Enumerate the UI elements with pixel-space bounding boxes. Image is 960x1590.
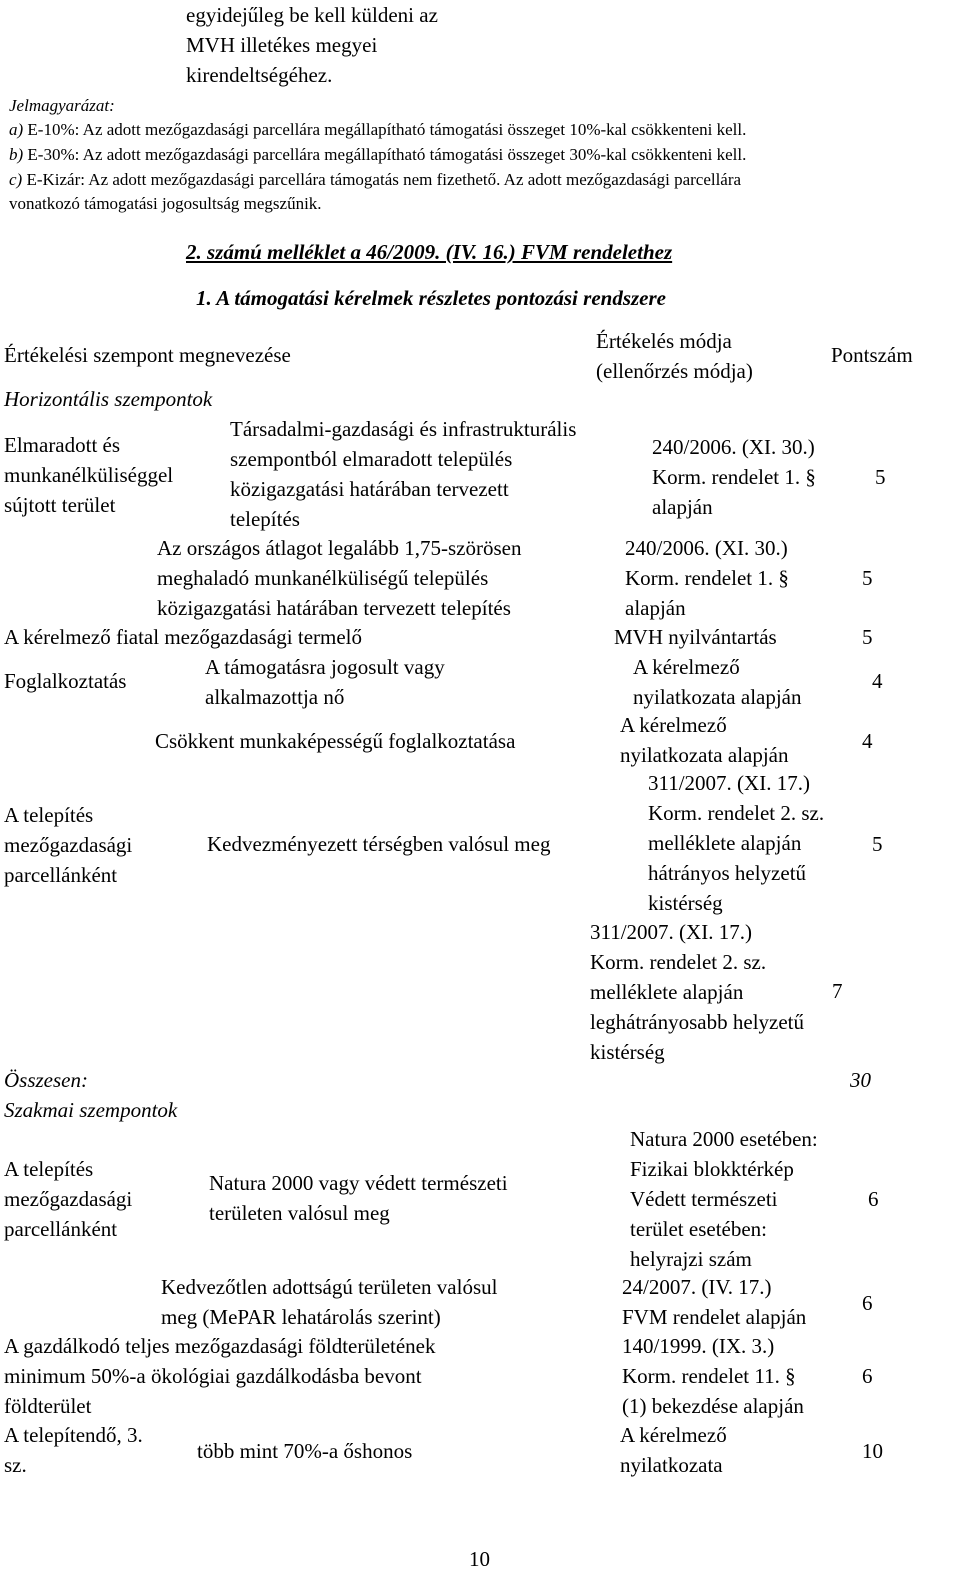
header-criterion: Értékelési szempont megnevezése [4,343,291,367]
text-line: Fizikai blokktérkép [630,1157,794,1181]
text-line: Natura 2000 esetében: [630,1127,818,1151]
r5-points: 4 [862,729,873,753]
text-line: mezőgazdasági [4,1187,133,1211]
legend-item-c [9,168,741,192]
legend-text: E-Kizár: Az adott mezőgazdasági parcellára támogatás nem fizethető. Az adott mezőgazdasági parcellára [22,170,742,189]
text-line: A telepítendő, 3. [4,1423,143,1447]
legend-item-a [9,118,746,142]
text-line: Korm. rendelet 1. § [625,566,789,590]
text-line: Kedvezőtlen adottságú területen valósul [161,1275,498,1299]
text-line: A kérelmező [633,655,740,679]
r4-group: Foglalkoztatás [4,669,127,693]
total-label: Összesen: [4,1068,88,1092]
legend-prefix: b) [9,145,24,164]
legend-text: E-30%: Az adott mezőgazdasági parcellára megállapítható támogatási összeget 30%-kal csökkenteni kell. [23,145,747,164]
r4-criterion [205,652,445,712]
text-line: munkanélküliséggel [4,463,174,487]
text-line: parcellánként [4,863,118,887]
text-line: Társadalmi-gazdasági és infrastrukturális [230,417,577,441]
text-line: telepítés [230,507,300,531]
page-number: 10 [469,1547,490,1571]
r3-criterion: A kérelmező fiatal mezőgazdasági termelő [4,625,362,649]
r8-method [630,1124,818,1274]
text-line: kistérség [648,891,723,915]
r1-group [4,430,173,520]
text-line: Az országos átlagot legalább 1,75-szörösen [157,536,522,560]
r4-method [633,652,802,712]
r11-criterion: több mint 70%-a őshonos [197,1439,413,1463]
text-line: leghátrányosabb helyzetű [590,1010,804,1034]
text-line: kistérség [590,1040,665,1064]
text-line: alapján [625,596,686,620]
legend-item-b [9,143,746,167]
r5-method [620,710,789,770]
r6-method [648,768,824,918]
text-line: meg (MePAR lehatárolás szerint) [161,1305,441,1329]
annex-title: 2. számú melléklet a 46/2009. (IV. 16.) FVM rendelethez [186,240,673,264]
r1-points: 5 [875,465,886,489]
text-line: minimum 50%-a ökológiai gazdálkodásba bevont [4,1364,422,1388]
r11-points: 10 [862,1439,883,1463]
r10-method [622,1331,804,1421]
r2-method [625,533,789,623]
text-line: (1) bekezdése alapján [622,1394,804,1418]
r6-points: 5 [872,832,883,856]
text-line: A gazdálkodó teljes mezőgazdasági földterületének [4,1334,436,1358]
text-line: nyilatkozata alapján [633,685,802,709]
text-line: hátrányos helyzetű [648,861,807,885]
r2-criterion [157,533,521,623]
text-line: sz. [4,1453,27,1477]
text-line: 24/2007. (IV. 17.) [622,1275,772,1299]
text-line: A telepítés [4,803,94,827]
text-line: MVH illetékes megyei [186,33,378,57]
text-line: FVM rendelet alapján [622,1305,807,1329]
text-line: sújtott terület [4,493,116,517]
text-line: 240/2006. (XI. 30.) [652,435,815,459]
r9-criterion [161,1272,497,1332]
r11-method [620,1420,727,1480]
r6-group [4,800,132,890]
text-line: melléklete alapján [648,831,802,855]
top-continuation [186,0,438,90]
legend-prefix: a) [9,120,24,139]
r3-method: MVH nyilvántartás [614,625,777,649]
text-line: helyrajzi szám [630,1247,752,1271]
text-line: közigazgatási határában tervezett [230,477,509,501]
legend-prefix: c) [9,170,23,189]
text-line: A kérelmező [620,713,727,737]
r4-points: 4 [872,669,883,693]
text-line: földterület [4,1394,92,1418]
r10-points: 6 [862,1364,873,1388]
text-line: Elmaradott és [4,433,121,457]
legend-item-c-cont: vonatkozó támogatási jogosultság megszűnik. [9,194,322,213]
r8-group [4,1154,132,1244]
r7-method [590,917,804,1067]
r11-group [4,1420,143,1480]
text-line: Értékelés módja [596,329,732,353]
r5-criterion: Csökkent munkaképességű foglalkoztatása [155,729,516,753]
text-line: 311/2007. (XI. 17.) [590,920,752,944]
total-points: 30 [850,1068,871,1092]
r3-points: 5 [862,625,873,649]
r8-points: 6 [868,1187,879,1211]
text-line: nyilatkozata alapján [620,743,789,767]
text-line: egyidejűleg be kell küldeni az [186,3,438,27]
text-line: A kérelmező [620,1423,727,1447]
text-line: alkalmazottja nő [205,685,345,709]
professional-label: Szakmai szempontok [4,1098,178,1122]
text-line: Korm. rendelet 11. § [622,1364,796,1388]
text-line: kirendeltségéhez. [186,63,333,87]
text-line: Korm. rendelet 2. sz. [648,801,825,825]
text-line: Natura 2000 vagy védett természeti [209,1171,508,1195]
text-line: Védett természeti [630,1187,778,1211]
legend-title: Jelmagyarázat: [9,96,115,115]
r7-points: 7 [832,979,843,1003]
header-method [596,326,753,386]
r2-points: 5 [862,566,873,590]
text-line: nyilatkozata [620,1453,723,1477]
text-line: közigazgatási határában tervezett telepítés [157,596,511,620]
text-line: melléklete alapján [590,980,744,1004]
text-line: Korm. rendelet 2. sz. [590,950,767,974]
legend-text: E-10%: Az adott mezőgazdasági parcellára megállapítható támogatási összeget 10%-kal csökkenteni kell. [23,120,747,139]
r8-criterion [209,1168,508,1228]
text-line: területen valósul meg [209,1201,390,1225]
r9-method [622,1272,806,1332]
section-title: 1. A támogatási kérelmek részletes pontozási rendszere [196,286,666,310]
text-line: (ellenőrzés módja) [596,359,753,383]
r9-points: 6 [862,1291,873,1315]
text-line: A támogatásra jogosult vagy [205,655,445,679]
text-line: alapján [652,495,713,519]
r6-criterion: Kedvezményezett térségben valósul meg [207,832,551,856]
r1-criterion [230,414,576,534]
text-line: terület esetében: [630,1217,768,1241]
text-line: szempontból elmaradott település [230,447,513,471]
text-line: 311/2007. (XI. 17.) [648,771,810,795]
horizontal-label: Horizontális szempontok [4,387,213,411]
text-line: A telepítés [4,1157,94,1181]
text-line: mezőgazdasági [4,833,133,857]
text-line: 240/2006. (XI. 30.) [625,536,788,560]
text-line: 140/1999. (IX. 3.) [622,1334,775,1358]
text-line: Korm. rendelet 1. § [652,465,816,489]
r10-criterion [4,1331,436,1421]
header-points: Pontszám [831,343,913,367]
text-line: parcellánként [4,1217,118,1241]
r1-method [652,432,816,522]
text-line: meghaladó munkanélküliségű település [157,566,489,590]
